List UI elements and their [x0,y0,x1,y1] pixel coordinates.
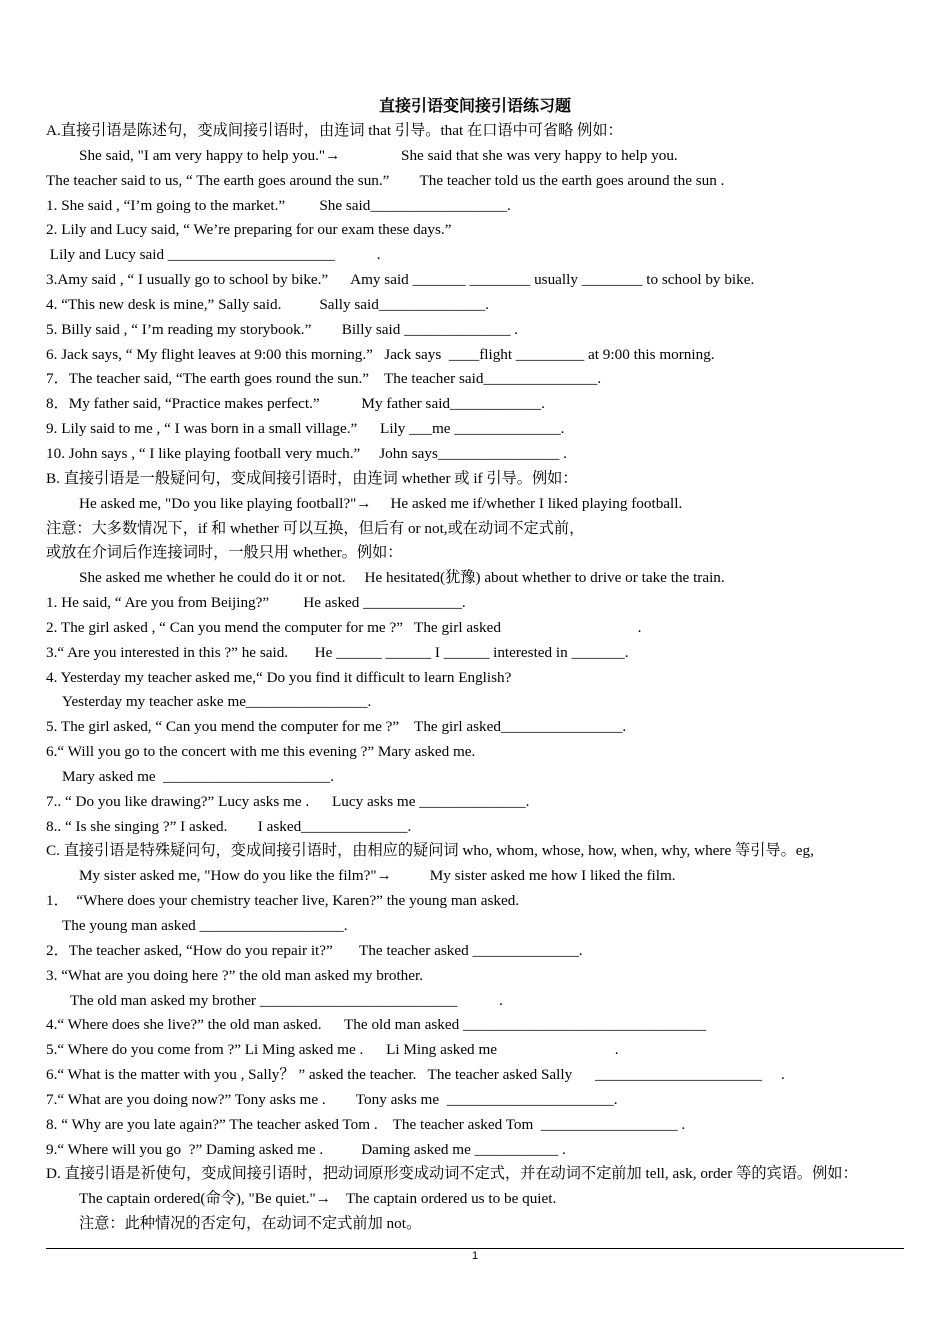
exercise-line: 5.“ Where do you come from ?” Li Ming asked me . Li Ming asked me . [46,1041,619,1059]
note-line: 或放在介词后作连接词时，一般只用 whether。例如： [46,544,403,562]
exercise-line: 8. “ Why are you late again?” The teacher asked Tom . The teacher asked Tom __________________ . [46,1115,686,1133]
exercise-line: The old man asked my brother __________________________ . [70,991,503,1009]
exercise-body [46,119,926,1237]
example-line: He asked me, "Do you like playing football?"→ He asked me if/whether I liked playing football. [79,494,683,512]
example-line: She said, "I am very happy to help you."→ She said that she was very happy to help you. [79,146,678,164]
exercise-line: 3.Amy said , “ I usually go to school by bike.” Amy said _______ ________ usually ________ to school by bike. [46,271,755,289]
note-line: 注意：大多数情况下，if 和 whether 可以互换，但后有 or not,或在动词不定式前， [46,519,585,537]
exercise-line: Lily and Lucy said ______________________ . [46,246,381,264]
footer-divider [46,1248,904,1249]
exercise-line: 4. “This new desk is mine,” Sally said. Sally said______________. [46,295,489,313]
exercise-line: 10. John says , “ I like playing football very much.” John says________________ . [46,444,567,462]
section-b-heading: B. 直接引语是一般疑问句，变成间接引语时，由连词 whether 或 if 引导。例如： [46,469,578,487]
exercise-line: 6.“ Will you go to the concert with me this evening ?” Mary asked me. [46,743,476,761]
exercise-line: 1. She said , “I’m going to the market.” She said__________________. [46,196,511,214]
example-line: She asked me whether he could do it or not. He hesitated(犹豫) about whether to drive or take the train. [79,569,725,587]
exercise-line: 7.“ What are you doing now?” Tony asks me . Tony asks me ______________________. [46,1090,618,1108]
note-line: 注意：此种情况的否定句，在动词不定式前加 not。 [79,1215,422,1233]
exercise-line: 3. “What are you doing here ?” the old man asked my brother. [46,966,424,984]
exercise-line: 4.“ Where does she live?” the old man asked. The old man asked ________________________________ [46,1016,706,1034]
exercise-line: The young man asked ___________________. [62,917,348,934]
exercise-line: 5. The girl asked, “ Can you mend the computer for me ?” The girl asked________________. [46,718,627,736]
exercise-line: Mary asked me ______________________. [62,767,335,785]
exercise-line: 2. The girl asked , “ Can you mend the computer for me ?” The girl asked . [46,618,642,636]
exercise-line: Yesterday my teacher aske me________________. [62,693,372,711]
exercise-line: 2．The teacher asked, “How do you repair it?” The teacher asked ______________. [46,941,583,959]
section-d-heading: D. 直接引语是祈使句，变成间接引语时，把动词原形变成动词不定式，并在动词不定前加 tell, ask, order 等的宾语。例如： [46,1165,858,1183]
exercise-line: 5. Billy said , “ I’m reading my storybook.” Billy said ______________ . [46,320,519,338]
exercise-line: 8．My father said, “Practice makes perfect.” My father said____________. [46,395,545,413]
exercise-line: 9.“ Where will you go ?” Daming asked me . Daming asked me ___________ . [46,1140,566,1158]
exercise-line: 1. He said, “ Are you from Beijing?” He asked _____________. [46,594,466,612]
exercise-line: 9. Lily said to me , “ I was born in a small village.” Lily ___me ______________. [46,420,565,438]
document-title: 直接引语变间接引语练习题 [378,96,571,115]
exercise-line: 3.“ Are you interested in this ?” he said. He ______ ______ I ______ interested in _______. [46,643,629,661]
section-a-heading: A.直接引语是陈述句，变成间接引语时，由连词 that 引导。that 在口语中可省略 例如： [46,122,623,139]
exercise-line: 6. Jack says, “ My flight leaves at 9:00 this morning.” Jack says ____flight _________ at 9:00 this morning. [46,345,715,363]
exercise-line: 4. Yesterday my teacher asked me,“ Do you find it difficult to learn English? [46,668,512,686]
section-c-heading: C. 直接引语是特殊疑问句，变成间接引语时，由相应的疑问词 who, whom, whose, how, when, why, where 等引导。eg, [46,842,814,860]
exercise-line: 2. Lily and Lucy said, “ We’re preparing for our exam these days.” [46,221,452,239]
exercise-line: 1． “Where does your chemistry teacher live, Karen?” the young man asked. [46,892,520,910]
exercise-line: 7.. “ Do you like drawing?” Lucy asks me . Lucy asks me ______________. [46,792,530,810]
exercise-line: 6.“ What is the matter with you , Sally？ ” asked the teacher. The teacher asked Sally ______________________ . [46,1066,785,1084]
example-line: The teacher said to us, “ The earth goes around the sun.” The teacher told us the earth goes around the sun . [46,171,725,189]
exercise-line: 8.. “ Is she singing ?” I asked. I asked______________. [46,817,412,835]
page-number: 1 [471,1250,479,1262]
example-line: The captain ordered(命令), "Be quiet."→ The captain ordered us to be quiet. [79,1190,557,1208]
example-line: My sister asked me, "How do you like the film?"→ My sister asked me how I liked the film. [79,867,676,885]
exercise-line: 7．The teacher said, “The earth goes round the sun.” The teacher said_______________. [46,370,602,388]
